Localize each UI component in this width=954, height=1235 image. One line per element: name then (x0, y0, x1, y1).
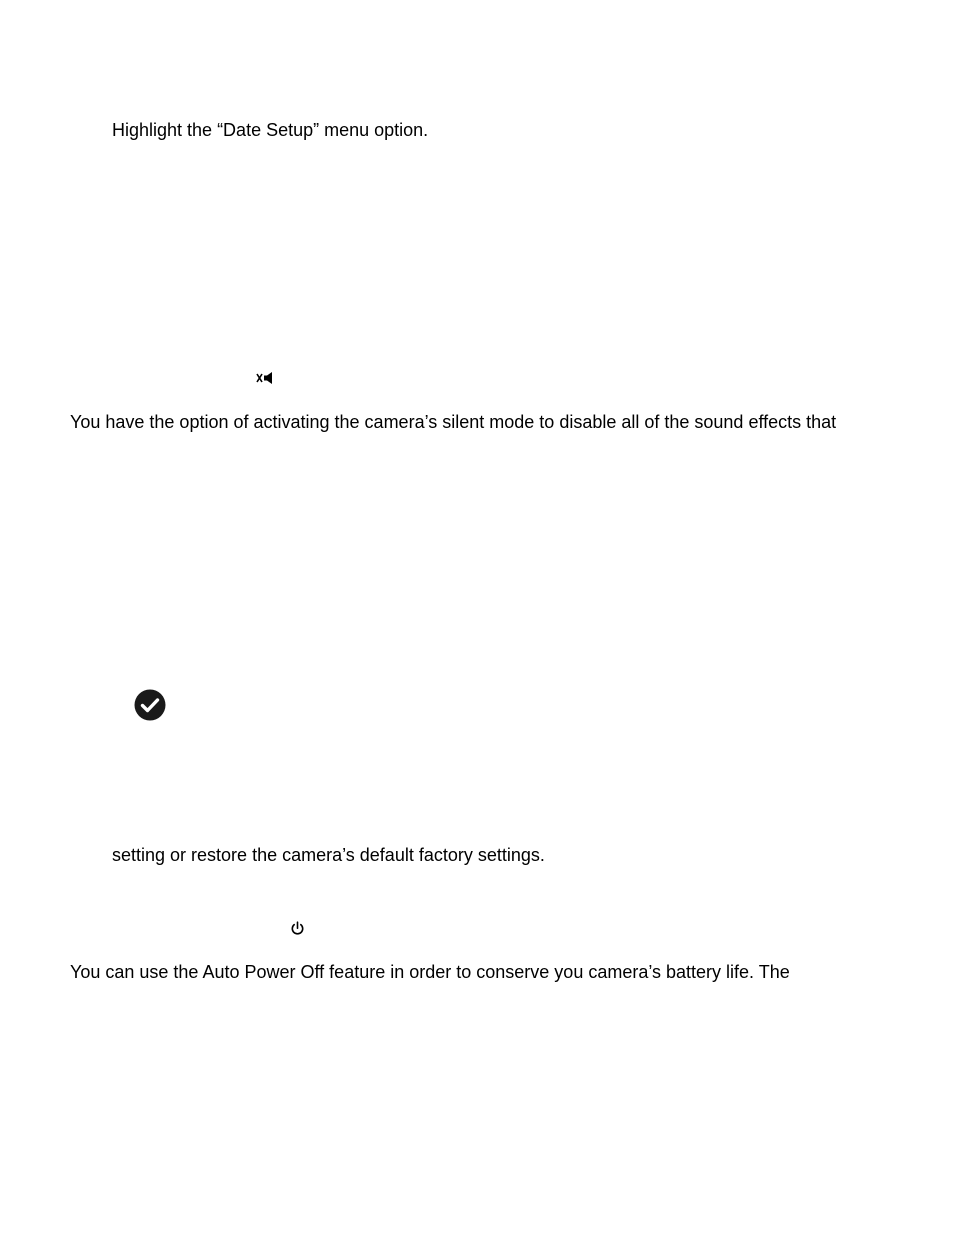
paragraph-auto-power-off: You can use the Auto Power Off feature in order to conserve you camera’s battery life. The (70, 962, 790, 982)
checkmark-circle-icon (134, 689, 166, 721)
power-icon (290, 921, 305, 936)
paragraph-silent-mode: You have the option of activating the camera’s silent mode to disable all of the sound effects that (70, 412, 837, 432)
instruction-date-setup: Highlight the “Date Setup” menu option. (112, 120, 429, 140)
speaker-muted-icon (256, 371, 274, 385)
instruction-reset-setting: setting or restore the camera’s default factory settings. (112, 845, 545, 865)
